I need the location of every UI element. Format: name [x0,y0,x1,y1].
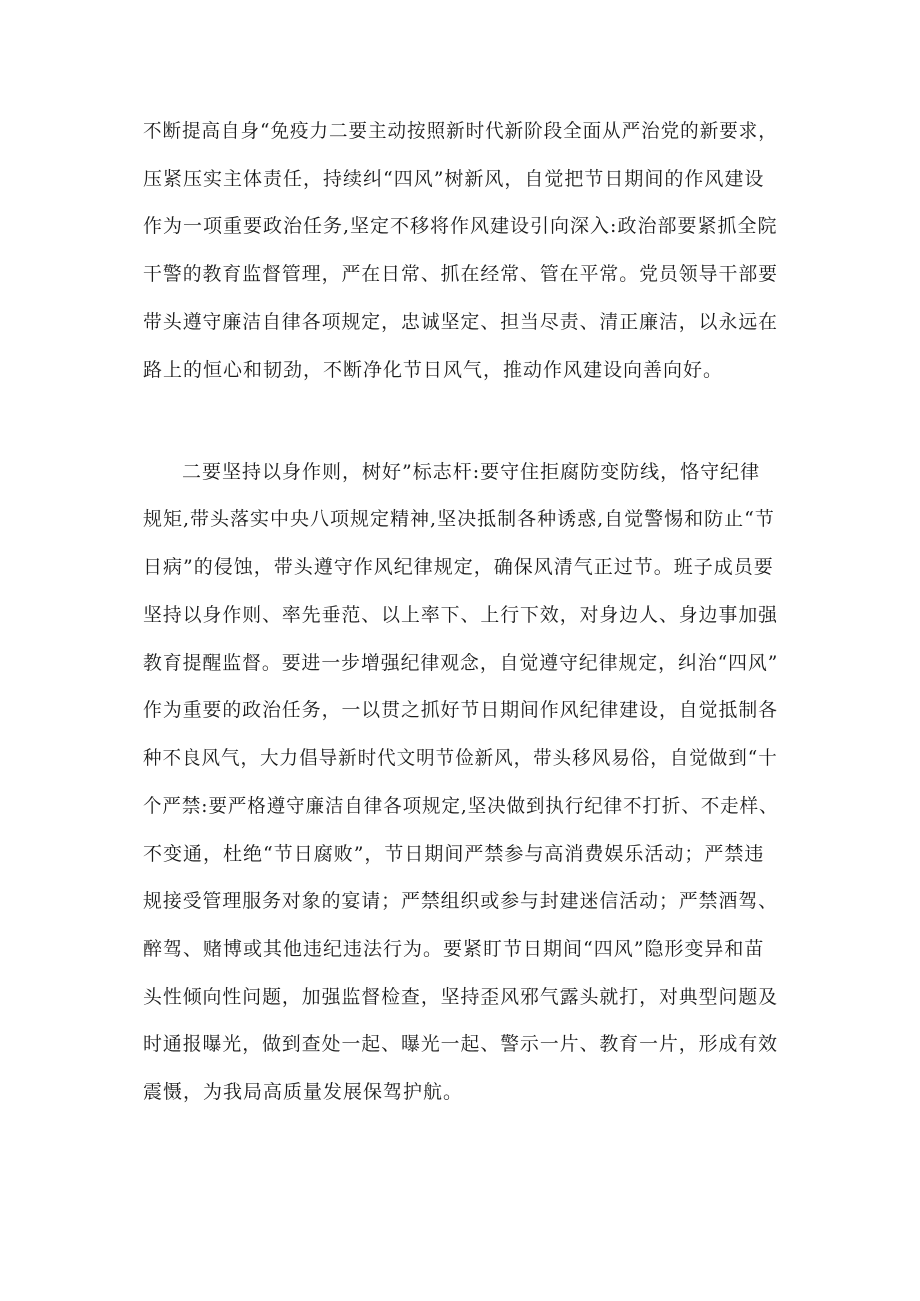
text-line: 教育提醒监督。要进一步增强纪律观念，自觉遵守纪律规定，纠治“四风” [143,652,779,674]
text-line: 规接受管理服务对象的宴请；严禁组织或参与封建迷信活动；严禁酒驾、 [143,890,779,912]
text-line: 作为重要的政治任务，一以贯之抓好节日期间作风纪律建设，自觉抵制各 [143,699,779,721]
text-line: 压紧压实主体责任，持续纠“四风”树新风，自觉把节日期间的作风建设 [143,168,765,190]
text-line: 不断提高自身“免疫力二要主动按照新时代新阶段全面从严治党的新要求， [143,120,778,142]
text-line: 不变通，杜绝“节日腐败”，节日期间严禁参与高消费娱乐活动；严禁违 [143,843,765,865]
text-line: 路上的恒心和韧劲，不断净化节日风气，推动作风建设向善向好。 [143,359,724,381]
text-line: 日病”的侵蚀，带头遵守作风纪律规定，确保风清气正过节。班子成员要 [143,556,774,578]
text-line: 震慑，为我局高质量发展保驾护航。 [143,1081,464,1103]
text-line: 干警的教育监督管理，严在日常、抓在经常、管在平常。党员领导干部要 [143,263,779,285]
text-line: 作为一项重要政治任务,坚定不移将作风建设引向深入:政治部要紧抓全院 [143,215,778,237]
text-line: 坚持以身作则、率先垂范、以上率下、上行下效，对身边人、身边事加强 [143,604,779,626]
text-line: 规矩,带头落实中央八项规定精神,坚决抵制各种诱惑,自觉警惕和防止“节 [143,508,775,530]
text-line: 醉驾、赌博或其他违纪违法行为。要紧盯节日期间“四风”隐形变异和苗 [143,938,765,960]
text-line: 头性倾向性问题，加强监督检查，坚持歪风邪气露头就打，对典型问题及 [143,986,779,1008]
text-line: 二要坚持以身作则，树好”标志杆:要守住拒腐防变防线，恪守纪律 [182,461,761,483]
text-line: 种不良风气，大力倡导新时代文明节俭新风，带头移风易俗，自觉做到“十 [143,747,778,769]
text-line: 个严禁:要严格遵守廉洁自律各项规定,坚决做到执行纪律不打折、不走样、 [143,795,779,817]
text-line: 时通报曝光，做到查处一起、曝光一起、警示一片、教育一片，形成有效 [143,1033,779,1055]
text-line: 带头遵守廉洁自律各项规定，忠诚坚定、担当尽责、清正廉洁，以永远在 [143,311,779,333]
